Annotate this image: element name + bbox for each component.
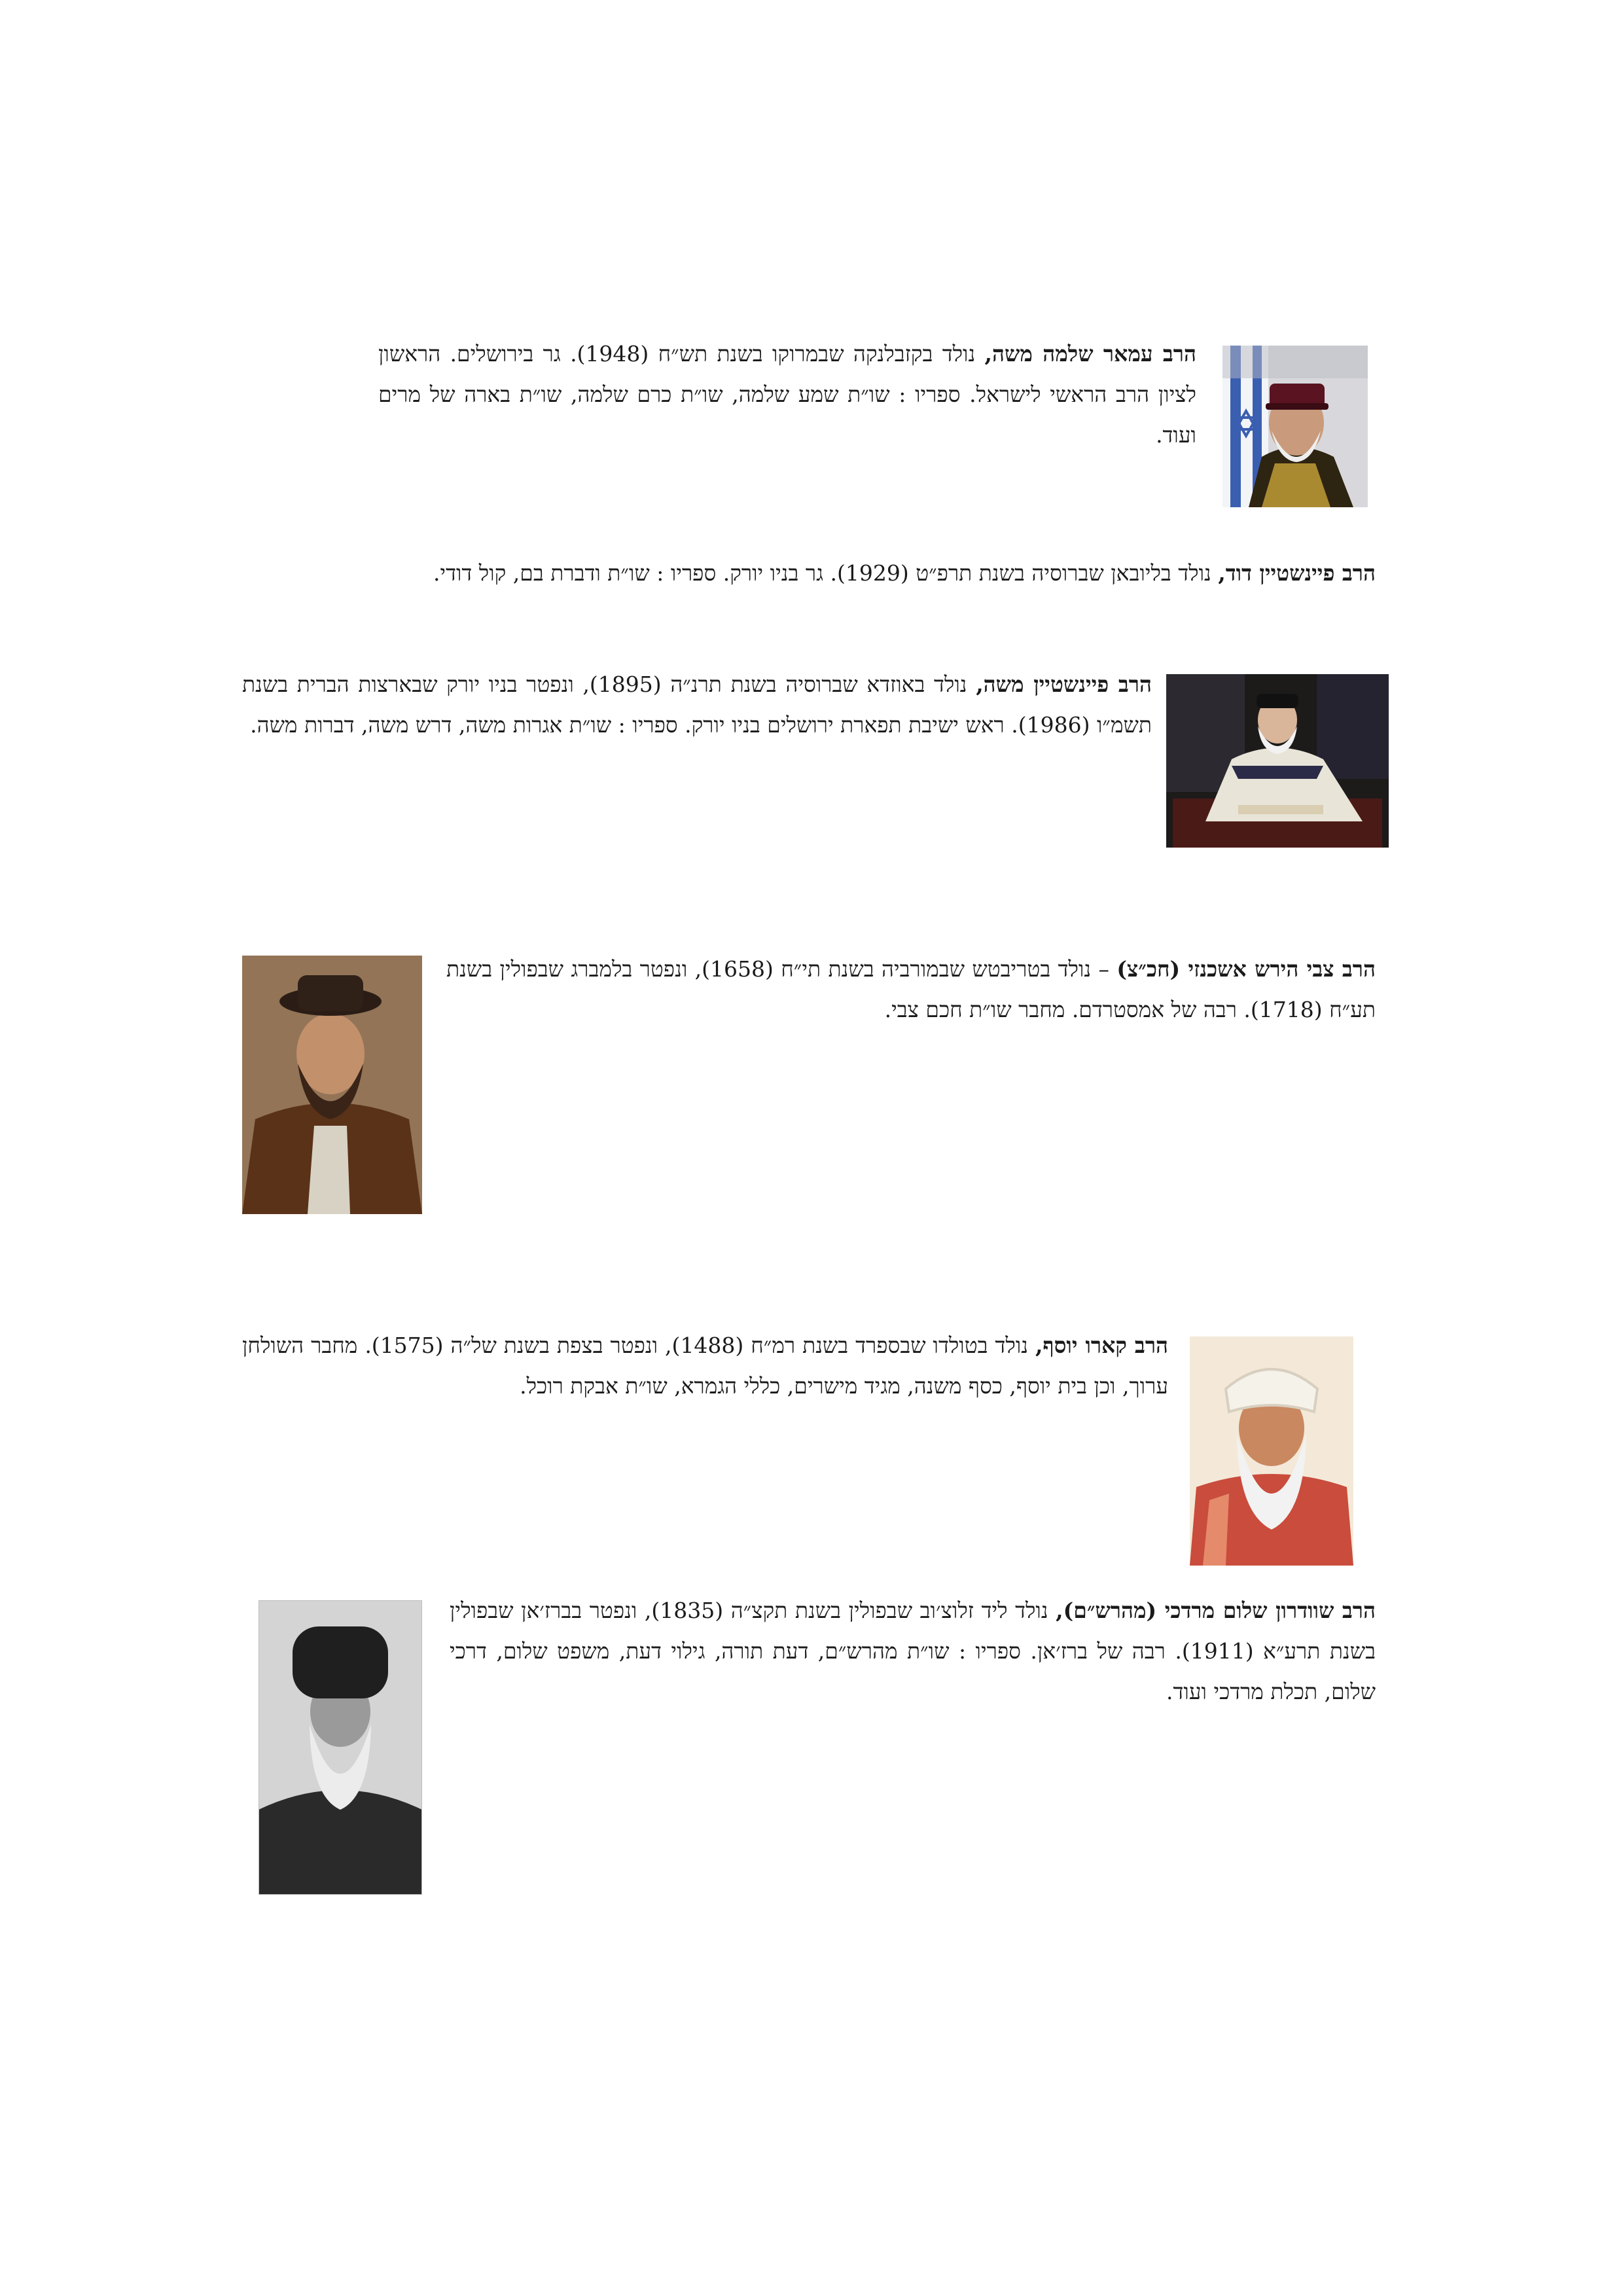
entry-name: הרב פיינשטיין דוד, (1218, 560, 1376, 586)
entry-name: הרב עמאר שלמה משה, (984, 341, 1196, 367)
entry-text: נולד באוזדא שברוסיה בשנת תרנ״ה (1895), ונפטר בניו יורק שבארצות הברית בשנת תשמ״ו (1986). ראש ישיבת תפארת ירושלים בניו יורק. ספריו : שו״ת אגרות משה, דרש משה, דברות משה. (242, 672, 1152, 738)
entry-chacham-tzvi (446, 949, 1376, 1030)
portrait-feinstein-moshe (1166, 674, 1389, 848)
portrait-amar (1222, 346, 1368, 507)
entry-text: נולד בליובאן שברוסיה בשנת תרפ״ט (1929). גר בניו יורק. ספריו : שו״ת ודברת בם, קול דודי. (433, 560, 1219, 586)
entry-shvadron (450, 1590, 1376, 1712)
portrait-chacham-tzvi (242, 956, 422, 1214)
portrait-karo (1190, 1336, 1353, 1566)
entry-name: הרב צבי הירש אשכנזי (חכ״צ) (1116, 956, 1376, 982)
entry-text: נולד בטולדו שבספרד בשנת רמ״ח (1488), ונפטר בצפת בשנת של״ה (1575). מחבר השולחן ערוך, וכן בית יוסף, כסף משנה, מגיד מישרים, כללי הגמרא, שו״ת אבקת רוכל. (242, 1333, 1168, 1399)
entry-text: – נולד בטריבטש שבמורביה בשנת תי״ח (1658), ונפטר בלמברג שבפולין בשנת תע״ח (1718). רבה של אמסטרדם. מחבר שו״ת חכם צבי. (446, 956, 1376, 1022)
entry-text: נולד בקזבלנקה שבמרוקו בשנת תש״ח (1948). גר בירושלים. הראשון לציון הרב הראשי לישראל. ספריו : שו״ת שמע שלמה, שו״ת כרם שלמה, שו״ת בארה של מרים ועוד. (378, 341, 1196, 448)
portrait-shvadron (259, 1600, 422, 1895)
entry-feinstein-moshe (242, 664, 1152, 745)
entry-name: הרב שוודרון שלום מרדכי (מהרש״ם), (1056, 1598, 1376, 1623)
entry-text: נולד ליד זלוצ׳וב שבפולין בשנת תקצ״ה (1835), ונפטר בברז׳אן שבפולין בשנת תרע״א (1911). רבה של ברז׳אן. ספריו : שו״ת מהרש״ם, דעת תורה, גילוי דעת, משפט שלום, דרכי שלום, תכלת מרדכי ועוד. (450, 1598, 1376, 1704)
entry-name: הרב פיינשטיין משה, (976, 672, 1152, 697)
entry-amar (378, 334, 1196, 456)
entry-karo (242, 1325, 1168, 1407)
entry-name: הרב קארו יוסף, (1035, 1333, 1169, 1358)
entry-feinstein-david (240, 553, 1376, 594)
